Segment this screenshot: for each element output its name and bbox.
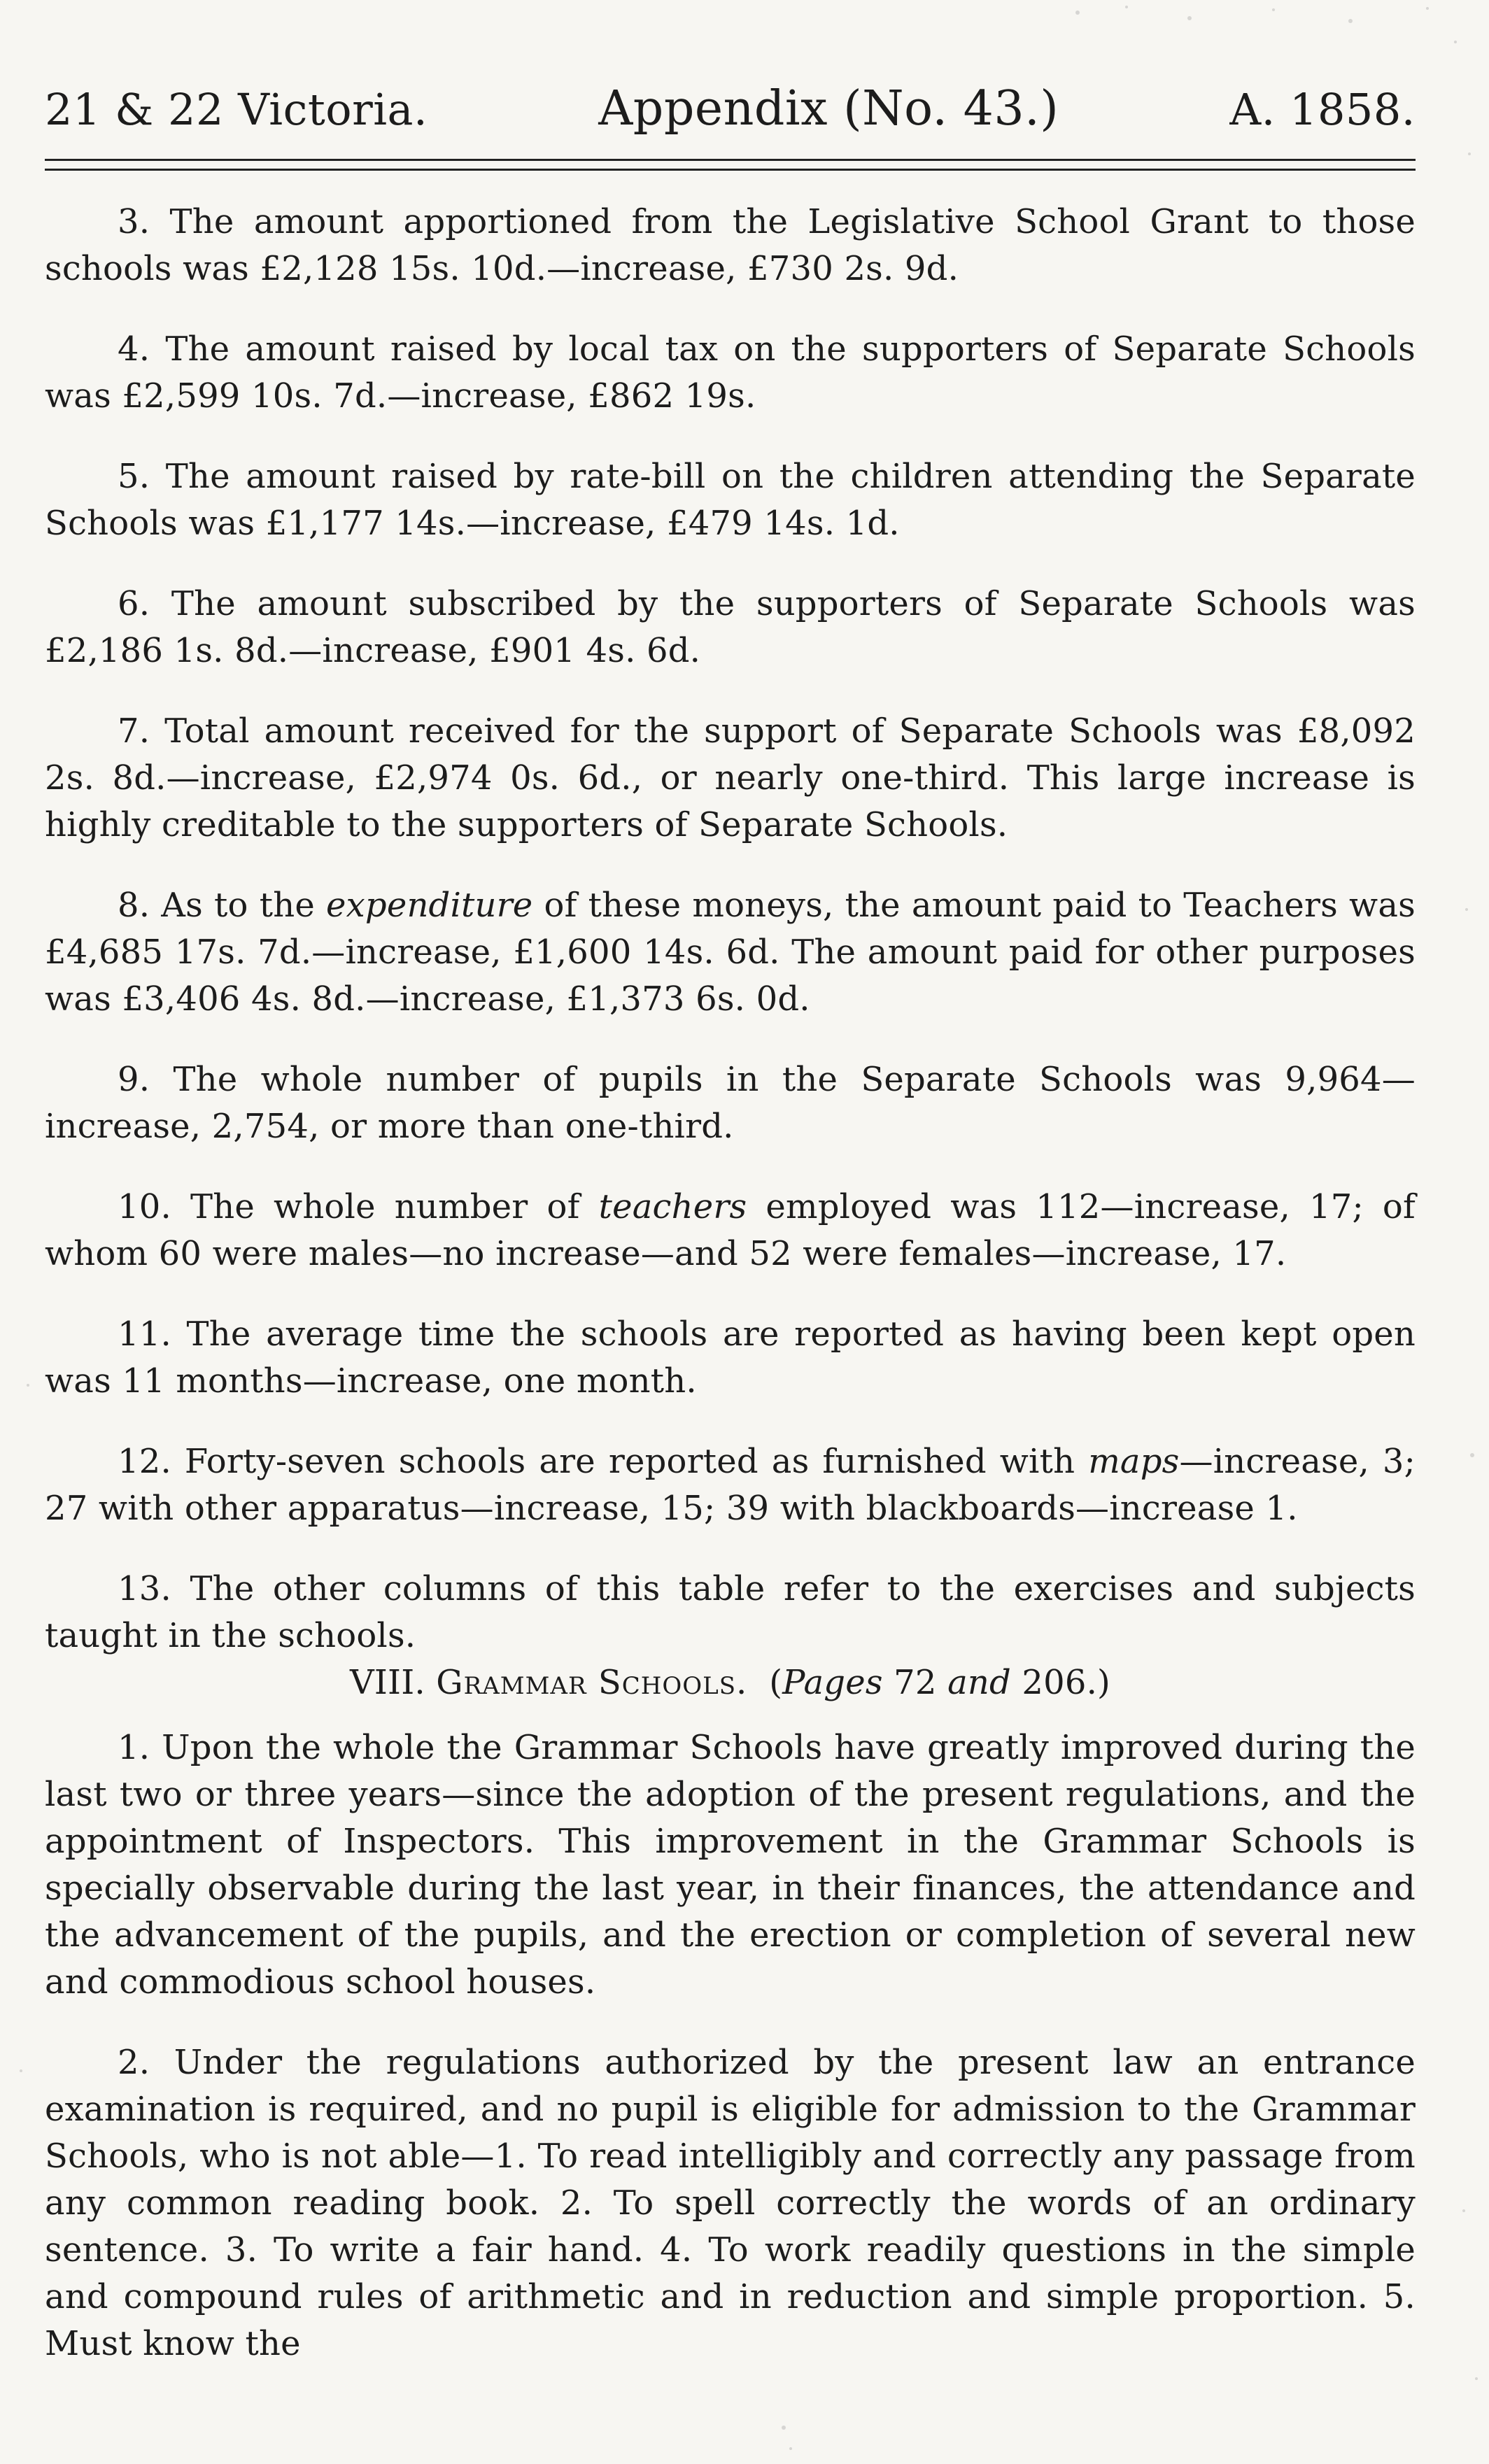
- section-pages-word: Pages: [782, 1663, 883, 1702]
- paragraph-11: 11. The average time the schools are reported as having been kept open was 11 months—increase, one month.: [45, 1315, 1416, 1401]
- paragraph-10: [45, 1184, 1416, 1277]
- paragraph-6: 6. The amount subscribed by the supporters of Separate Schools was £2,186 1s. 8d.—increase, £901 4s. 6d.: [45, 584, 1416, 670]
- paragraph-10-post: employed was 112—increase, 17; of whom 60 were males—no increase—and 52 were females—increase, 17.: [45, 1187, 1416, 1273]
- paragraph-8-post: of these moneys, the amount paid to Teachers was £4,685 17s. 7d.—increase, £1,600 14s. 6d. The amount paid for other purposes was £3,406 4s. 8d.—increase, £1,373 6s. 0d.: [45, 886, 1416, 1019]
- paragraph-8-pre: 8. As to the: [118, 886, 327, 925]
- paragraph-3: 3. The amount apportioned from the Legislative School Grant to those schools was £2,128 15s. 10d.—increase, £730 2s. 9d.: [45, 202, 1416, 288]
- section-and-word: and: [947, 1663, 1011, 1702]
- section-title: Grammar Schools.: [436, 1663, 748, 1702]
- section-pages-open: (: [769, 1663, 783, 1702]
- grammar-paragraph-1: 1. Upon the whole the Grammar Schools have greatly improved during the last two or three years—since the adoption of the present regulations, and the appointment of Inspectors. This improvement in the Grammar Schools is specially observable during the last year, in their finances, the attendance and the advancement of the pupils, and the erection or completion of several new and commodious school houses.: [45, 1728, 1416, 2002]
- header-double-rule: [45, 159, 1416, 171]
- paragraph-9: 9. The whole number of pupils in the Separate Schools was 9,964—increase, 2,754, or more than one-third.: [45, 1060, 1416, 1146]
- paragraph-8: [45, 882, 1416, 1023]
- paragraph-4: 4. The amount raised by local tax on the supporters of Separate Schools was £2,599 10s. 7d.—increase, £862 19s.: [45, 330, 1416, 416]
- running-header: [45, 81, 1416, 136]
- section-heading: [45, 1659, 1416, 1706]
- paragraph-8-italic: expenditure: [326, 886, 533, 925]
- header-right: A. 1858.: [1229, 84, 1416, 135]
- paragraph-12-post: —increase, 3; 27 with other apparatus—increase, 15; 39 with blackboards—increase 1.: [45, 1442, 1416, 1528]
- section-pages-num1: 72: [882, 1663, 948, 1702]
- paragraph-7: 7. Total amount received for the support of Separate Schools was £8,092 2s. 8d.—increase, £2,974 0s. 6d., or nearly one-third. This large increase is highly creditable to the supporters of Separate Schools.: [45, 711, 1416, 844]
- paragraph-12-pre: 12. Forty-seven schools are reported as furnished with: [118, 1442, 1089, 1481]
- header-center: Appendix (No. 43.): [598, 81, 1059, 136]
- grammar-paragraph-2: 2. Under the regulations authorized by the present law an entrance examination is required, and no pupil is eligible for admission to the Grammar Schools, who is not able—1. To read intelligibly and correctly any passage from any common reading book. 2. To spell correctly the words of an ordinary sentence. 3. To write a fair hand. 4. To work readily questions in the simple and compound rules of arithmetic and in reduction and simple proportion. 5. Must know the: [45, 2043, 1416, 2363]
- paragraph-13: 13. The other columns of this table refer to the exercises and subjects taught in the schools.: [45, 1569, 1416, 1655]
- paragraph-10-pre: 10. The whole number of: [118, 1187, 599, 1226]
- section-pages-num2: 206.): [1010, 1663, 1110, 1702]
- section-number: VIII.: [350, 1663, 425, 1702]
- paragraph-5: 5. The amount raised by rate-bill on the children attending the Separate Schools was £1,177 14s.—increase, £479 14s. 1d.: [45, 457, 1416, 543]
- paragraph-10-italic: teachers: [598, 1187, 747, 1226]
- body-text: [45, 199, 1416, 2367]
- paragraph-12: [45, 1438, 1416, 1532]
- paragraph-12-italic: maps: [1088, 1442, 1180, 1481]
- header-left: 21 & 22 Victoria.: [45, 84, 428, 135]
